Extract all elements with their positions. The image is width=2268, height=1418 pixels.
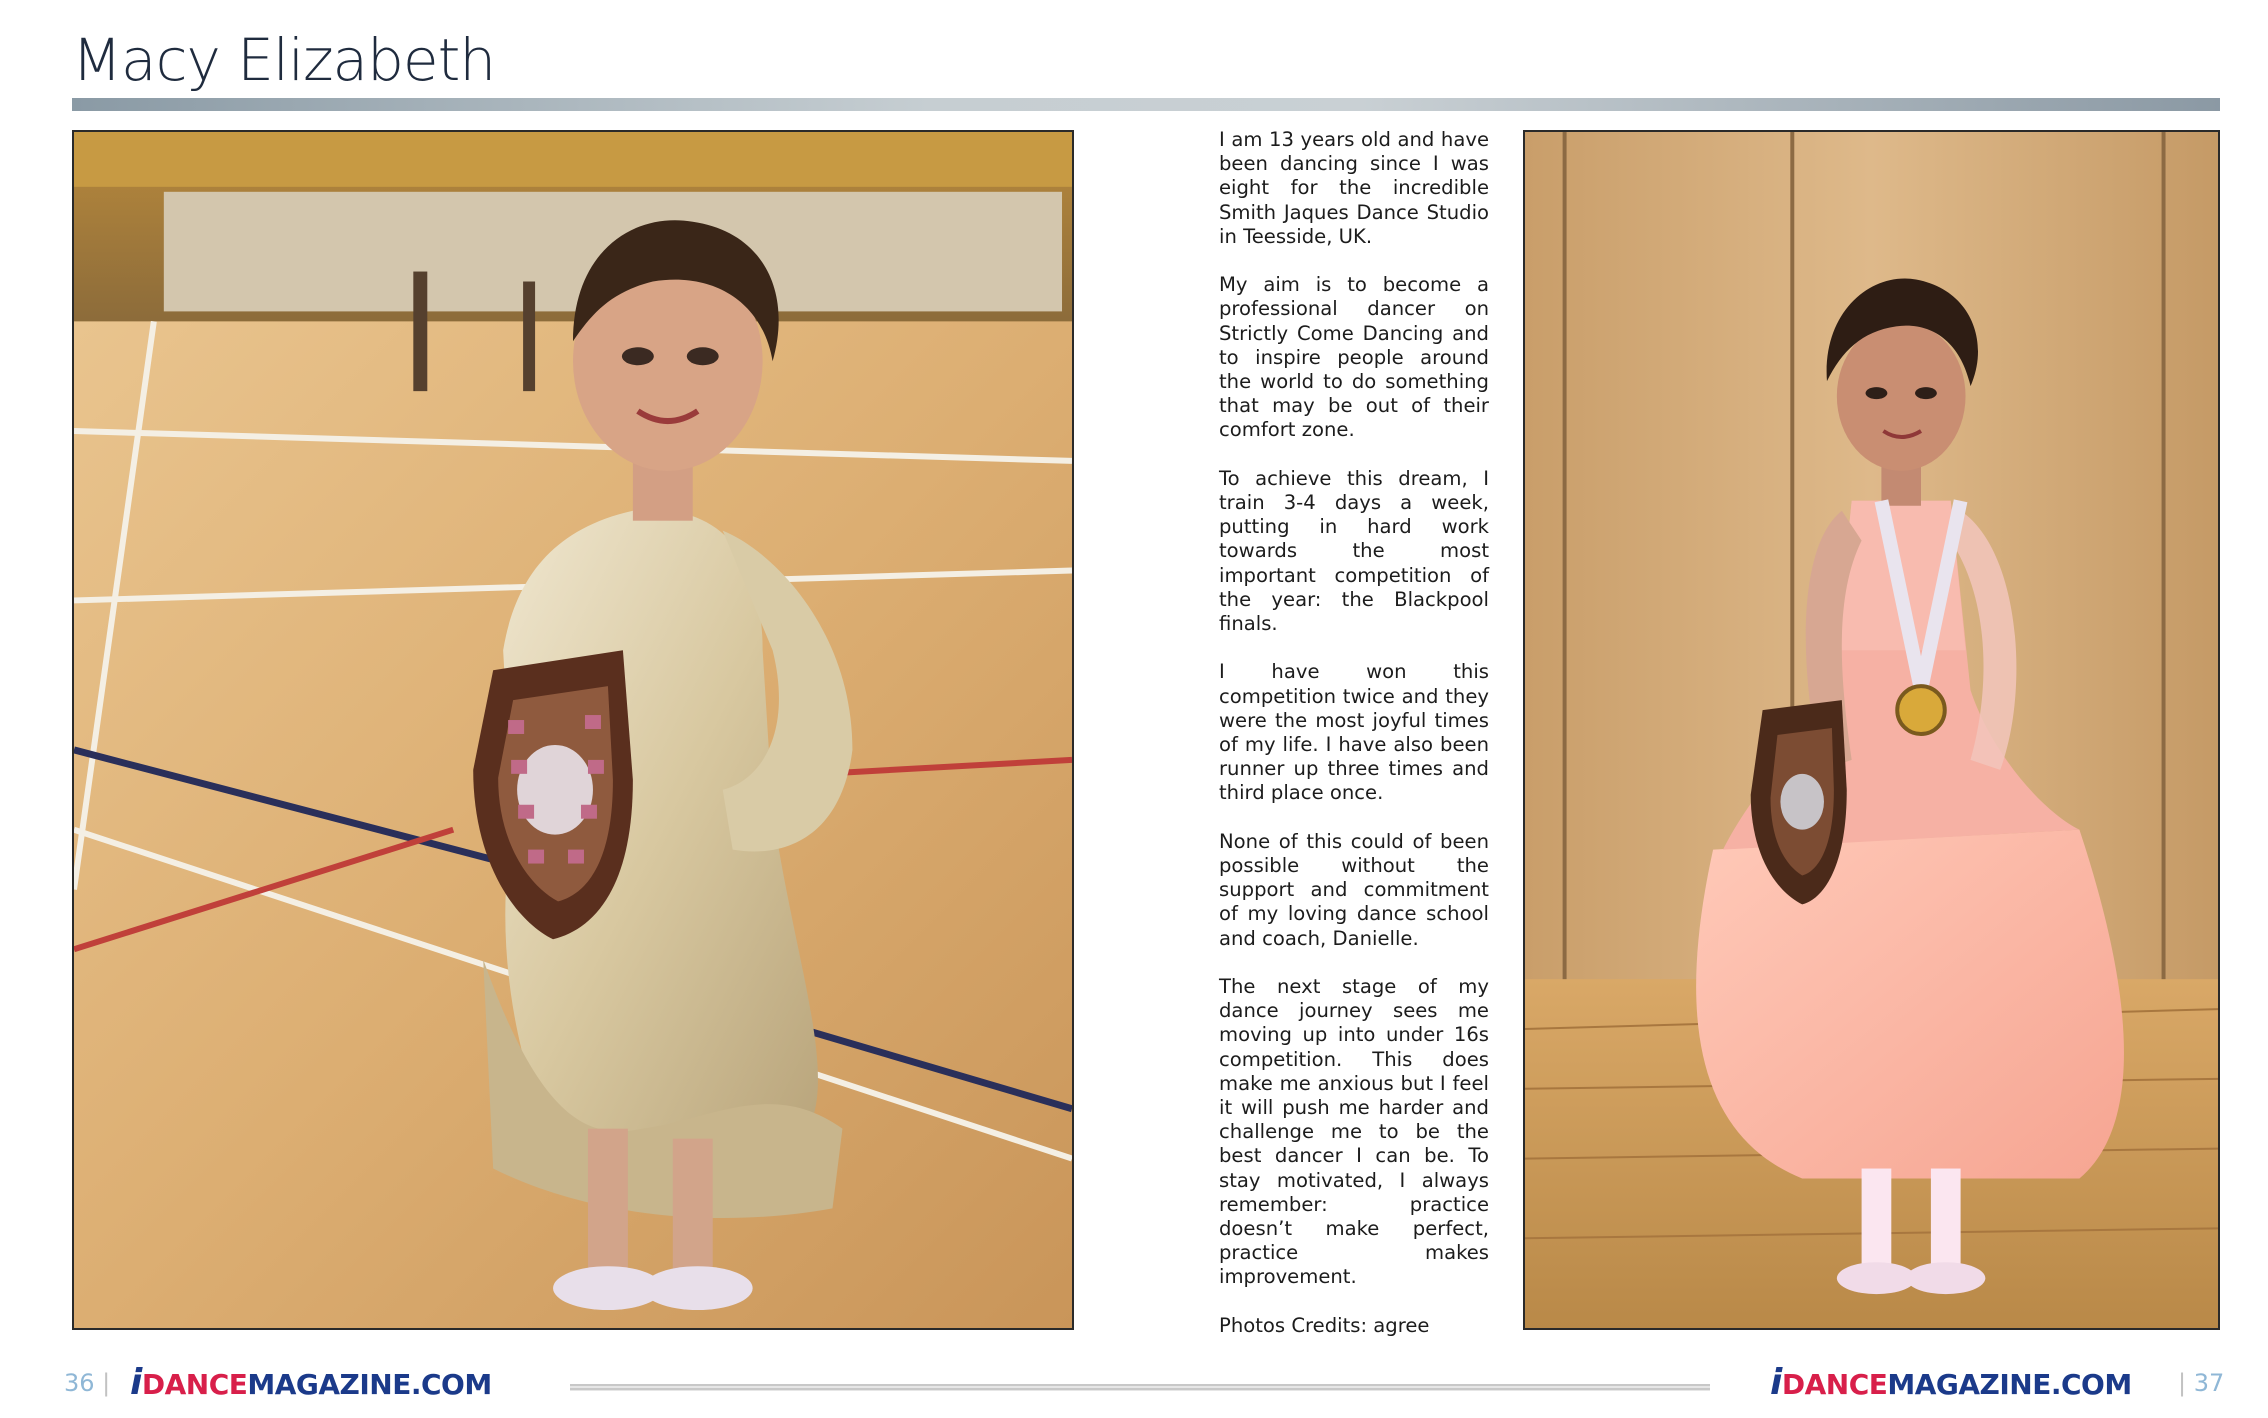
article-paragraph: None of this could of been possible without the support and commitment of my loving dance school and coach, Danielle. (1219, 829, 1489, 950)
brand-logo-right[interactable] (1770, 1362, 2132, 1403)
page-number-right: | 37 (2178, 1369, 2225, 1397)
page-number-left: 36 | (64, 1369, 111, 1397)
page-number-left-value: 36 (64, 1369, 95, 1397)
brand-dance: DANCE (141, 1368, 248, 1401)
page-number-right-value: 37 (2193, 1369, 2225, 1397)
brand-magazine: MAGAZINE.COM (1887, 1368, 2132, 1401)
footer-divider (570, 1384, 1710, 1391)
article-paragraph: To achieve this dream, I train 3-4 days a week, putting in hard work towards the most important competition of the year: the Blackpool finals. (1219, 466, 1489, 636)
brand-logo-left[interactable] (130, 1362, 492, 1403)
title-divider (72, 98, 2220, 111)
article-paragraph: I have won this competition twice and they were the most joyful times of my life. I have also been runner up three times and third place once. (1219, 660, 1489, 805)
photo-dancer-gold-dress (72, 130, 1074, 1330)
article-paragraph: My aim is to become a professional dancer on Strictly Come Dancing and to inspire people around the world to do something that may be out of their comfort zone. (1219, 273, 1489, 442)
article-paragraph: I am 13 years old and have been dancing since I was eight for the incredible Smith Jaques Dance Studio in Teesside, UK. (1219, 128, 1489, 248)
brand-i: i (1770, 1362, 1782, 1403)
article-paragraph: The next stage of my dance journey sees me moving up into under 16s competition. This does make me anxious but I feel it will push me harder and challenge me to be the best dancer I can be. To stay motivated, I always remember: practice doesn’t make perfect, practice makes improvement. (1219, 975, 1489, 1289)
brand-dance: DANCE (1781, 1368, 1888, 1401)
photo-dancer-pink-dress (1523, 130, 2220, 1330)
photo-credits: Photos Credits: agree (1219, 1313, 1430, 1337)
brand-magazine: MAGAZINE.COM (247, 1368, 492, 1401)
page-title: Macy Elizabeth (72, 26, 496, 94)
article-body (1219, 128, 1489, 1362)
brand-i: i (130, 1362, 142, 1403)
